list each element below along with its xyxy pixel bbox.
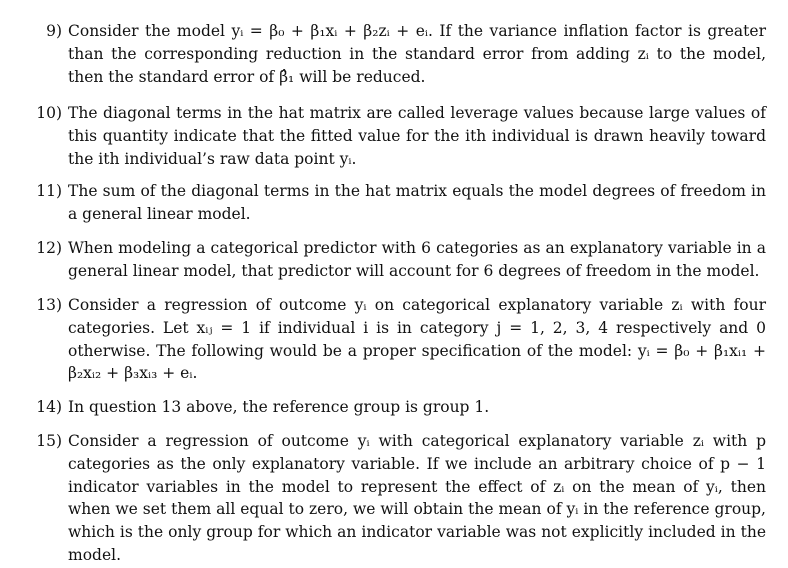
question-text-line: general linear model, that predictor will account for 6 degrees of freedom in the model. [68, 261, 760, 280]
question-text-line: model. [68, 546, 122, 564]
question-text-line: β₂xᵢ₂ + β₃xᵢ₃ + eᵢ. [68, 364, 198, 383]
question-text-line: this quantity indicate that the fitted value for the ith individual is drawn heavily toward [68, 126, 766, 145]
question-text-line: a general linear model. [68, 204, 251, 223]
question-number: 13) [36, 296, 62, 314]
question-text-line: The sum of the diagonal terms in the hat matrix equals the model degrees of freedom in [68, 182, 766, 200]
question-number: 14) [36, 398, 62, 416]
question-text-line: the ith individual’s raw data point yᵢ. [68, 149, 357, 168]
question-text-line: than the corresponding reduction in the standard error from adding zᵢ to the model, [68, 44, 766, 63]
question-number: 9) [46, 22, 62, 40]
question-text-line: categories as the only explanatory variable. If we include an arbitrary choice of p − 1 [68, 454, 766, 473]
question-number: 12) [36, 239, 62, 257]
question-text-line: when we set them all equal to zero, we will obtain the mean of yᵢ in the reference group, [68, 500, 766, 519]
question-text-line: which is the only group for which an indicator variable was not explicitly included in the [68, 523, 766, 542]
question-text-line: Consider a regression of outcome yᵢ on categorical explanatory variable zᵢ with four [68, 296, 766, 314]
question-text-line: Consider the model yᵢ = β₀ + β₁xᵢ + β₂zᵢ + eᵢ. If the variance inflation factor is greater [68, 22, 766, 40]
question-text-line: then the standard error of β̂₁ will be reduced. [68, 67, 426, 86]
question-text-line: When modeling a categorical predictor with 6 categories as an explanatory variable in a [68, 239, 766, 257]
question-number: 15) [36, 432, 62, 450]
question-text-line: indicator variables in the model to represent the effect of zᵢ on the mean of yᵢ, then [68, 477, 766, 496]
question-number: 10) [36, 104, 62, 122]
question-text-line: otherwise. The following would be a proper specification of the model: yᵢ = β₀ + β₁xᵢ₁ + [68, 341, 766, 360]
question-text-line: categories. Let xᵢⱼ = 1 if individual i is in category j = 1, 2, 3, 4 respectively and 0 [68, 318, 766, 337]
question-number: 11) [36, 182, 62, 200]
question-text-line: In question 13 above, the reference group is group 1. [68, 398, 490, 416]
question-text-line: The diagonal terms in the hat matrix are called leverage values because large values of [68, 104, 766, 122]
question-text-line: Consider a regression of outcome yᵢ with categorical explanatory variable zᵢ with p [68, 432, 766, 450]
